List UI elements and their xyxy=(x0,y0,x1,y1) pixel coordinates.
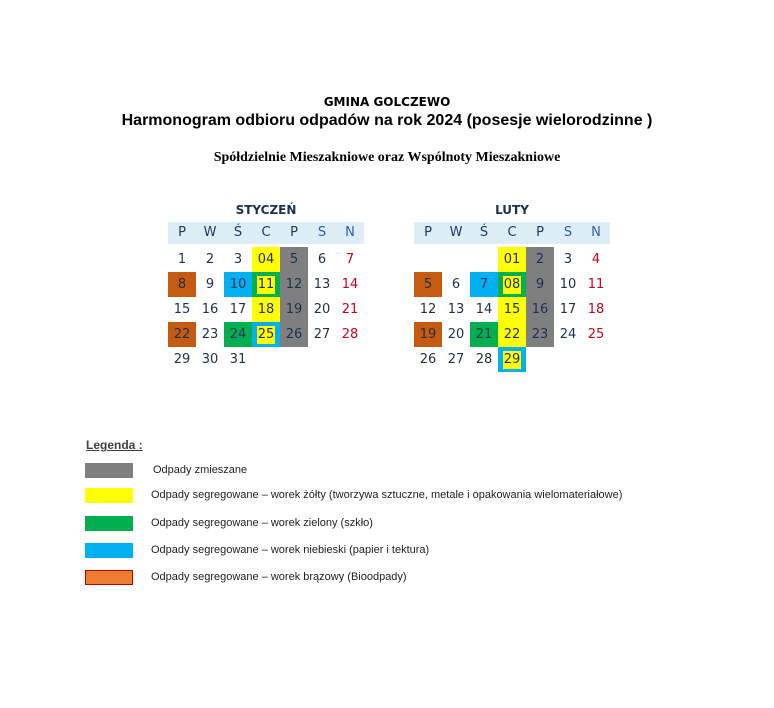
day-number: 11 xyxy=(257,277,275,292)
weekday-header: S xyxy=(554,222,582,244)
day-cell-blue: 10 xyxy=(224,272,252,297)
day-cell-gray: 2 xyxy=(526,247,554,272)
day-cell: 6 xyxy=(451,277,461,292)
day-cell-green: 21 xyxy=(470,322,498,347)
day-cell: 6 xyxy=(317,252,327,267)
calendar-grid xyxy=(168,222,364,372)
weekday-header: Ś xyxy=(470,222,498,244)
day-cell: 17 xyxy=(559,302,577,317)
day-cell-brown: 22 xyxy=(168,322,196,347)
weekday-header: P xyxy=(168,222,196,244)
day-cell: 3 xyxy=(233,252,243,267)
day-number: 29 xyxy=(503,352,521,367)
calendar-grid xyxy=(414,222,610,372)
day-cell-gray: 23 xyxy=(526,322,554,347)
day-cell: 20 xyxy=(313,302,331,317)
page-title: Harmonogram odbioru odpadów na rok 2024 (posesje wielorodzinne ) xyxy=(121,112,653,129)
day-cell: 18 xyxy=(587,302,605,317)
day-cell: 11 xyxy=(587,277,605,292)
day-cell: 7 xyxy=(345,252,355,267)
legend-label: Odpady segregowane – worek zielony (szkło) xyxy=(151,517,373,529)
day-cell: 20 xyxy=(447,327,465,342)
calendar-january xyxy=(168,202,364,372)
day-cell: 9 xyxy=(205,277,215,292)
day-cell: 30 xyxy=(201,352,219,367)
day-cell: 24 xyxy=(559,327,577,342)
day-cell-gray: 19 xyxy=(280,297,308,322)
calendar-february xyxy=(414,202,610,372)
day-cell-blue xyxy=(498,347,526,372)
day-cell: 2 xyxy=(205,252,215,267)
weekday-header: P xyxy=(280,222,308,244)
day-cell-green xyxy=(498,272,526,297)
day-cell: 28 xyxy=(475,352,493,367)
day-cell-yellow: 22 xyxy=(498,322,526,347)
day-number: 25 xyxy=(257,327,275,342)
day-cell: 16 xyxy=(201,302,219,317)
legend-swatch xyxy=(85,570,133,585)
day-cell: 27 xyxy=(447,352,465,367)
empty-cell xyxy=(414,247,442,272)
weekday-header: C xyxy=(498,222,526,244)
day-cell: 29 xyxy=(173,352,191,367)
day-cell: 23 xyxy=(201,327,219,342)
day-cell-brown: 8 xyxy=(168,272,196,297)
day-cell: 17 xyxy=(229,302,247,317)
day-cell-green xyxy=(252,272,280,297)
day-cell: 26 xyxy=(419,352,437,367)
day-number: 08 xyxy=(503,277,521,292)
day-cell-blue xyxy=(252,322,280,347)
legend-label: Odpady zmieszane xyxy=(153,464,248,476)
weekday-header: N xyxy=(336,222,364,244)
weekday-header: Ś xyxy=(224,222,252,244)
legend-swatch xyxy=(85,463,133,478)
day-cell-gray: 9 xyxy=(526,272,554,297)
weekday-header: S xyxy=(308,222,336,244)
day-cell: 3 xyxy=(563,252,573,267)
weekday-header: P xyxy=(414,222,442,244)
weekday-header: W xyxy=(442,222,470,244)
month-title: STYCZEŃ xyxy=(235,203,297,217)
day-cell-yellow: 04 xyxy=(252,247,280,272)
day-cell-yellow: 18 xyxy=(252,297,280,322)
day-cell: 4 xyxy=(591,252,601,267)
weekday-header: C xyxy=(252,222,280,244)
day-cell-green: 24 xyxy=(224,322,252,347)
legend-label: Odpady segregowane – worek brązowy (Bioodpady) xyxy=(151,571,407,583)
day-cell: 14 xyxy=(341,277,359,292)
day-cell-yellow: 15 xyxy=(498,297,526,322)
day-cell: 27 xyxy=(313,327,331,342)
day-cell: 21 xyxy=(341,302,359,317)
day-cell-gray: 16 xyxy=(526,297,554,322)
day-cell: 15 xyxy=(173,302,191,317)
day-cell-gray: 12 xyxy=(280,272,308,297)
weekday-header: W xyxy=(196,222,224,244)
day-cell: 13 xyxy=(313,277,331,292)
legend-swatch xyxy=(85,488,133,503)
day-cell-gray: 26 xyxy=(280,322,308,347)
day-cell-brown: 19 xyxy=(414,322,442,347)
weekday-header: P xyxy=(526,222,554,244)
day-cell: 12 xyxy=(419,302,437,317)
legend-swatch xyxy=(85,516,133,531)
day-cell-blue: 7 xyxy=(470,272,498,297)
municipality-name: GMINA GOLCZEWO xyxy=(323,95,451,109)
day-cell: 1 xyxy=(177,252,187,267)
day-cell: 28 xyxy=(341,327,359,342)
legend-swatch xyxy=(85,543,133,558)
day-cell: 14 xyxy=(475,302,493,317)
day-cell: 31 xyxy=(229,352,247,367)
day-cell-gray: 5 xyxy=(280,247,308,272)
empty-cell xyxy=(470,247,498,272)
legend-label: Odpady segregowane – worek niebieski (papier i tektura) xyxy=(151,544,430,556)
day-cell-brown: 5 xyxy=(414,272,442,297)
legend-label: Odpady segregowane – worek żółty (tworzywa sztuczne, metale i opakowania wielomateriałowe) xyxy=(151,489,623,501)
day-cell: 25 xyxy=(587,327,605,342)
weekday-header: N xyxy=(582,222,610,244)
day-cell-yellow: 01 xyxy=(498,247,526,272)
page-subtitle: Spółdzielnie Mieszakniowe oraz Wspólnoty Mieszakniowe xyxy=(213,150,561,165)
empty-cell xyxy=(442,247,470,272)
month-title: LUTY xyxy=(495,203,529,217)
day-cell: 13 xyxy=(447,302,465,317)
legend-title: Legenda : xyxy=(86,438,143,452)
day-cell: 10 xyxy=(559,277,577,292)
